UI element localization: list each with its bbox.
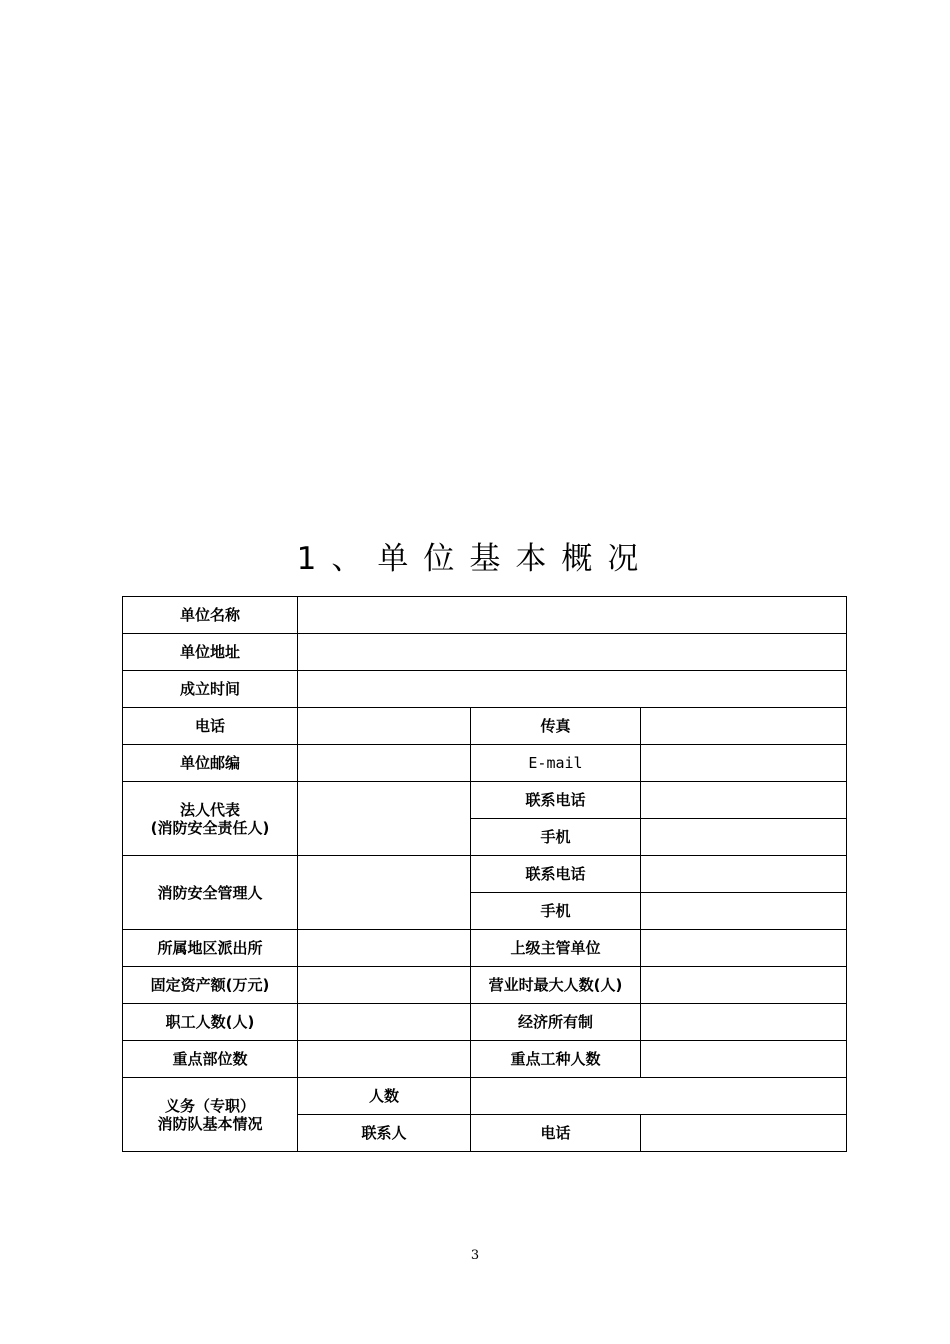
form-row-brigade-headcount	[123, 1078, 847, 1115]
max-people-label: 营业时最大人数(人)	[471, 967, 641, 1004]
page-number: 3	[470, 1248, 480, 1263]
established-field[interactable]	[298, 671, 847, 708]
brigade-label-line2: 消防队基本情况	[157, 1114, 263, 1133]
headcount-field[interactable]	[471, 1078, 847, 1115]
police-station-field[interactable]	[298, 930, 471, 967]
established-label: 成立时间	[123, 671, 298, 708]
page-title: 1、单位基本概况	[296, 541, 654, 577]
brigade-label	[123, 1078, 298, 1152]
headcount-label: 人数	[298, 1078, 471, 1115]
safety-manager-mobile-label: 手机	[471, 893, 641, 930]
form-row-staff-ownership	[123, 1004, 847, 1041]
legal-rep-contact-phone-field[interactable]	[641, 782, 847, 819]
unit-address-field[interactable]	[298, 634, 847, 671]
legal-rep-label-line1: 法人代表	[179, 800, 240, 819]
ownership-label: 经济所有制	[471, 1004, 641, 1041]
brigade-phone-field[interactable]	[641, 1115, 847, 1152]
ownership-field[interactable]	[641, 1004, 847, 1041]
unit-name-field[interactable]	[298, 597, 847, 634]
safety-manager-field[interactable]	[298, 856, 471, 930]
fixed-assets-field[interactable]	[298, 967, 471, 1004]
form-row-unit-address	[123, 634, 847, 671]
form-row-key-parts-workers	[123, 1041, 847, 1078]
form-row-phone-fax	[123, 708, 847, 745]
key-parts-field[interactable]	[298, 1041, 471, 1078]
key-parts-label: 重点部位数	[123, 1041, 298, 1078]
form-row-legal-rep-phone	[123, 782, 847, 819]
legal-rep-label	[123, 782, 298, 856]
key-workers-label: 重点工种人数	[471, 1041, 641, 1078]
legal-rep-mobile-label: 手机	[471, 819, 641, 856]
brigade-label-line1: 义务（专职）	[164, 1096, 255, 1115]
legal-rep-label-line2: (消防安全责任人)	[150, 818, 270, 837]
postcode-field[interactable]	[298, 745, 471, 782]
email-field[interactable]	[641, 745, 847, 782]
superior-unit-field[interactable]	[641, 930, 847, 967]
contact-person-label: 联系人	[298, 1115, 471, 1152]
max-people-field[interactable]	[641, 967, 847, 1004]
form-row-unit-name	[123, 597, 847, 634]
safety-manager-contact-phone-label: 联系电话	[471, 856, 641, 893]
fixed-assets-label: 固定资产额(万元)	[123, 967, 298, 1004]
unit-address-label: 单位地址	[123, 634, 298, 671]
form-row-established	[123, 671, 847, 708]
legal-rep-mobile-field[interactable]	[641, 819, 847, 856]
safety-manager-label: 消防安全管理人	[123, 856, 298, 930]
legal-rep-field[interactable]	[298, 782, 471, 856]
legal-rep-contact-phone-label: 联系电话	[471, 782, 641, 819]
email-label: E-mail	[471, 745, 641, 782]
form-row-assets-max-people	[123, 967, 847, 1004]
safety-manager-mobile-field[interactable]	[641, 893, 847, 930]
superior-unit-label: 上级主管单位	[471, 930, 641, 967]
phone-field[interactable]	[298, 708, 471, 745]
form-row-postcode-email	[123, 745, 847, 782]
brigade-phone-label: 电话	[471, 1115, 641, 1152]
key-workers-field[interactable]	[641, 1041, 847, 1078]
staff-count-label: 职工人数(人)	[123, 1004, 298, 1041]
unit-overview-form	[122, 596, 847, 1152]
staff-count-field[interactable]	[298, 1004, 471, 1041]
unit-name-label: 单位名称	[123, 597, 298, 634]
safety-manager-contact-phone-field[interactable]	[641, 856, 847, 893]
fax-field[interactable]	[641, 708, 847, 745]
form-row-safety-manager-phone	[123, 856, 847, 893]
fax-label: 传真	[471, 708, 641, 745]
phone-label: 电话	[123, 708, 298, 745]
form-row-police-superior	[123, 930, 847, 967]
police-station-label: 所属地区派出所	[123, 930, 298, 967]
postcode-label: 单位邮编	[123, 745, 298, 782]
